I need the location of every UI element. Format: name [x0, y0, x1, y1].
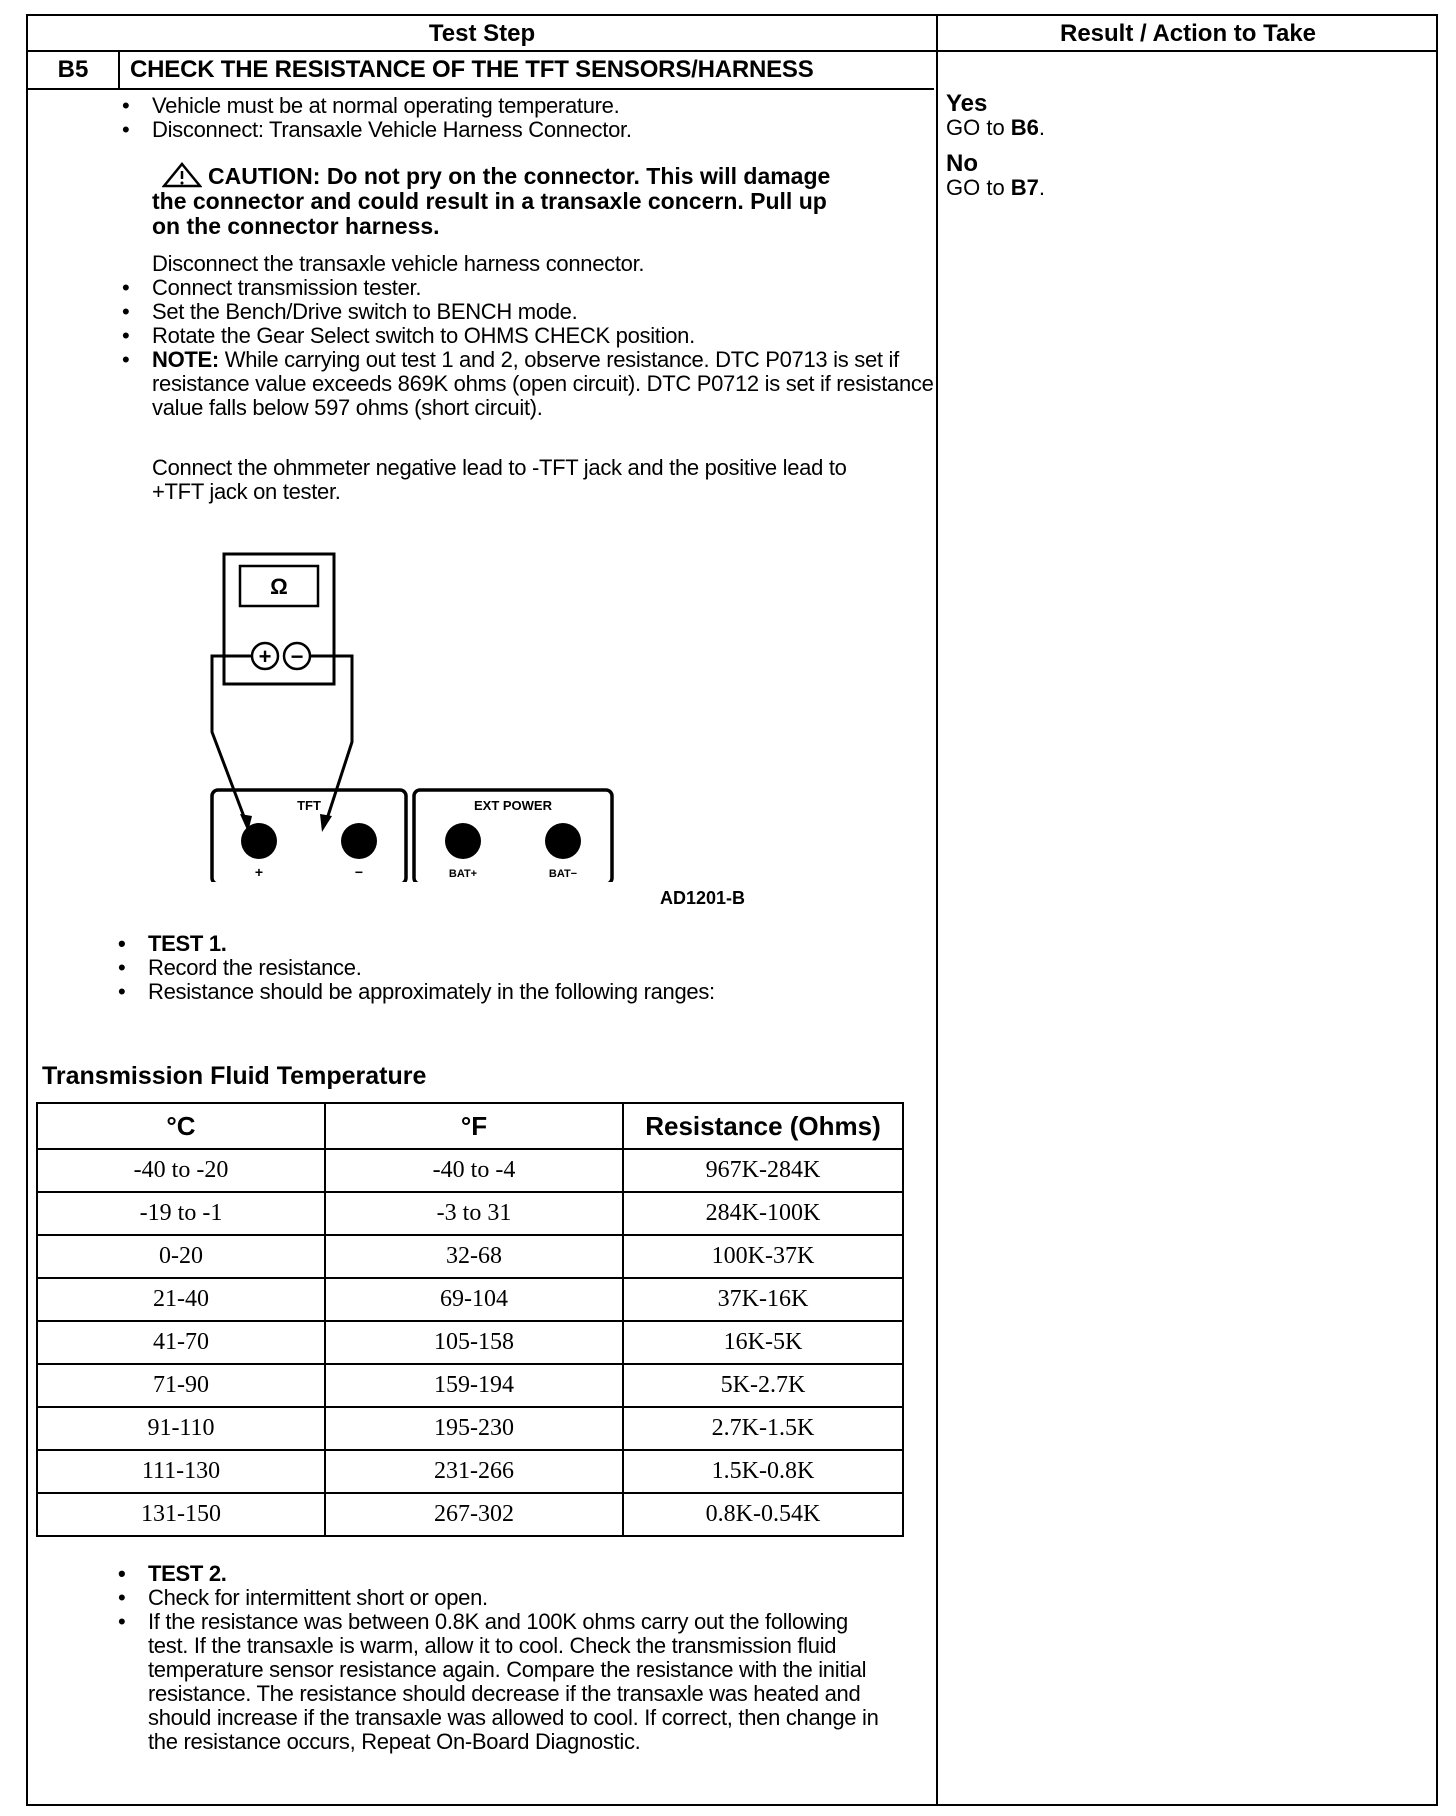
ohmmeter-diagram — [156, 552, 636, 887]
meter-minus-terminal: − — [290, 644, 304, 669]
bullet-item: • Vehicle must be at normal operating temperature. — [114, 94, 934, 118]
cell-fahrenheit: 267-302 — [325, 1493, 623, 1536]
table-title: Transmission Fluid Temperature — [42, 1062, 427, 1090]
table-row — [37, 1493, 903, 1536]
cell-resistance: 967K-284K — [623, 1149, 903, 1192]
table-row — [37, 1278, 903, 1321]
cell-celsius: 21-40 — [37, 1278, 325, 1321]
yes-action: GO to B6. — [946, 115, 1046, 140]
test1-label: • TEST 1. — [110, 932, 930, 956]
resistance-table — [36, 1102, 904, 1537]
bullet-item: • Rotate the Gear Select switch to OHMS CHECK position. — [114, 324, 934, 348]
cell-fahrenheit: 231-266 — [325, 1450, 623, 1493]
bullet-item: • Set the Bench/Drive switch to BENCH mode. — [114, 300, 934, 324]
cell-celsius: -19 to -1 — [37, 1192, 325, 1235]
cell-fahrenheit: -3 to 31 — [325, 1192, 623, 1235]
cell-resistance: 1.5K-0.8K — [623, 1450, 903, 1493]
table-row — [37, 1407, 903, 1450]
test2-block — [110, 1562, 890, 1754]
cell-celsius: -40 to -20 — [37, 1149, 325, 1192]
no-target: B7 — [1010, 175, 1039, 200]
bullet-item: • Resistance should be approximately in the following ranges: — [110, 980, 930, 1004]
table-row — [37, 1321, 903, 1364]
ohm-symbol: Ω — [270, 574, 288, 599]
note-follow-text: Connect the ohmmeter negative lead to -TFT jack and the positive lead to +TFT jack on tester. — [152, 455, 847, 504]
note-text: While carrying out test 1 and 2, observe resistance. DTC P0713 is set if resistance value exceeds 869K ohms (open circuit). DTC P0712 is set if resistance value falls below 597 ohms (short circuit). — [152, 347, 934, 420]
bullet-item: • Connect transmission tester. — [114, 276, 934, 300]
yes-label: Yes — [946, 90, 988, 117]
ext-power-label: EXT POWER — [473, 798, 553, 813]
table-header-row — [37, 1103, 903, 1149]
meter-plus-terminal: + — [258, 644, 272, 669]
instructions-mid — [114, 276, 934, 420]
cell-resistance: 284K-100K — [623, 1192, 903, 1235]
no-label: No — [946, 150, 978, 177]
cell-fahrenheit: -40 to -4 — [325, 1149, 623, 1192]
cell-fahrenheit: 195-230 — [325, 1407, 623, 1450]
cell-celsius: 91-110 — [37, 1407, 325, 1450]
cell-resistance: 37K-16K — [623, 1278, 903, 1321]
bat-plus-label: BAT+ — [448, 868, 478, 880]
bullet-item: • Check for intermittent short or open. — [110, 1586, 890, 1610]
cell-fahrenheit: 159-194 — [325, 1364, 623, 1407]
cell-celsius: 0-20 — [37, 1235, 325, 1278]
step-title-rule — [28, 88, 934, 90]
cell-fahrenheit: 105-158 — [325, 1321, 623, 1364]
table-row — [37, 1235, 903, 1278]
step-id: B5 — [28, 52, 120, 88]
cell-celsius: 111-130 — [37, 1450, 325, 1493]
test1-block — [110, 932, 930, 1004]
no-action-prefix: GO to — [946, 175, 1011, 200]
yes-target: B6 — [1010, 115, 1039, 140]
no-action: GO to B7. — [946, 175, 1046, 200]
table-row — [37, 1450, 903, 1493]
caution-follow-text: Disconnect the transaxle vehicle harness connector. — [152, 251, 645, 276]
cell-celsius: 71-90 — [37, 1364, 325, 1407]
header-resistance: Resistance (Ohms) — [623, 1103, 903, 1149]
result-yes — [946, 92, 1045, 140]
cell-celsius: 41-70 — [37, 1321, 325, 1364]
table-row — [37, 1192, 903, 1235]
bullet-item: • Disconnect: Transaxle Vehicle Harness Connector. — [114, 118, 934, 142]
cell-resistance: 100K-37K — [623, 1235, 903, 1278]
test-step-header: Test Step — [428, 20, 536, 47]
caution-text: CAUTION: Do not pry on the connector. This will damage the connector and could result in a transaxle concern. Pull up on the connector harness. — [152, 163, 831, 239]
cell-resistance: 2.7K-1.5K — [623, 1407, 903, 1450]
table-row — [37, 1364, 903, 1407]
figure-caption: AD1201-B — [660, 888, 746, 908]
yes-action-prefix: GO to — [946, 115, 1011, 140]
tft-plus-label: + — [254, 864, 264, 880]
note-item — [114, 348, 934, 420]
cell-celsius: 131-150 — [37, 1493, 325, 1536]
cell-fahrenheit: 69-104 — [325, 1278, 623, 1321]
column-divider — [936, 16, 938, 1804]
bullet-item: • Record the resistance. — [110, 956, 930, 980]
tft-minus-label: − — [354, 864, 364, 880]
cell-resistance: 16K-5K — [623, 1321, 903, 1364]
instructions-top — [114, 94, 934, 142]
result-action-header: Result / Action to Take — [1059, 20, 1317, 47]
cell-resistance: 0.8K-0.54K — [623, 1493, 903, 1536]
note-label: NOTE: — [152, 347, 219, 372]
tft-label: TFT — [297, 798, 321, 813]
cell-fahrenheit: 32-68 — [325, 1235, 623, 1278]
bat-minus-label: BAT− — [548, 868, 578, 880]
step-title: CHECK THE RESISTANCE OF THE TFT SENSORS/HARNESS — [130, 56, 814, 83]
header-fahrenheit: °F — [325, 1103, 623, 1149]
test2-label: • TEST 2. — [110, 1562, 890, 1586]
header-celsius: °C — [37, 1103, 325, 1149]
cell-resistance: 5K-2.7K — [623, 1364, 903, 1407]
result-no — [946, 152, 1045, 200]
table-row — [37, 1149, 903, 1192]
test-step-frame — [26, 14, 1438, 1806]
bullet-item: • If the resistance was between 0.8K and 100K ohms carry out the following test. If the transaxle is warm, allow it to cool. Check the transmission fluid temperature sensor resistance again. Compare the resistance with the initial resistance. The resistance should decrease if the transaxle was heated and should increase if the transaxle was allowed to cool. If correct, then change in the resistance occurs, Repeat On-Board Diagnostic. — [110, 1610, 890, 1754]
